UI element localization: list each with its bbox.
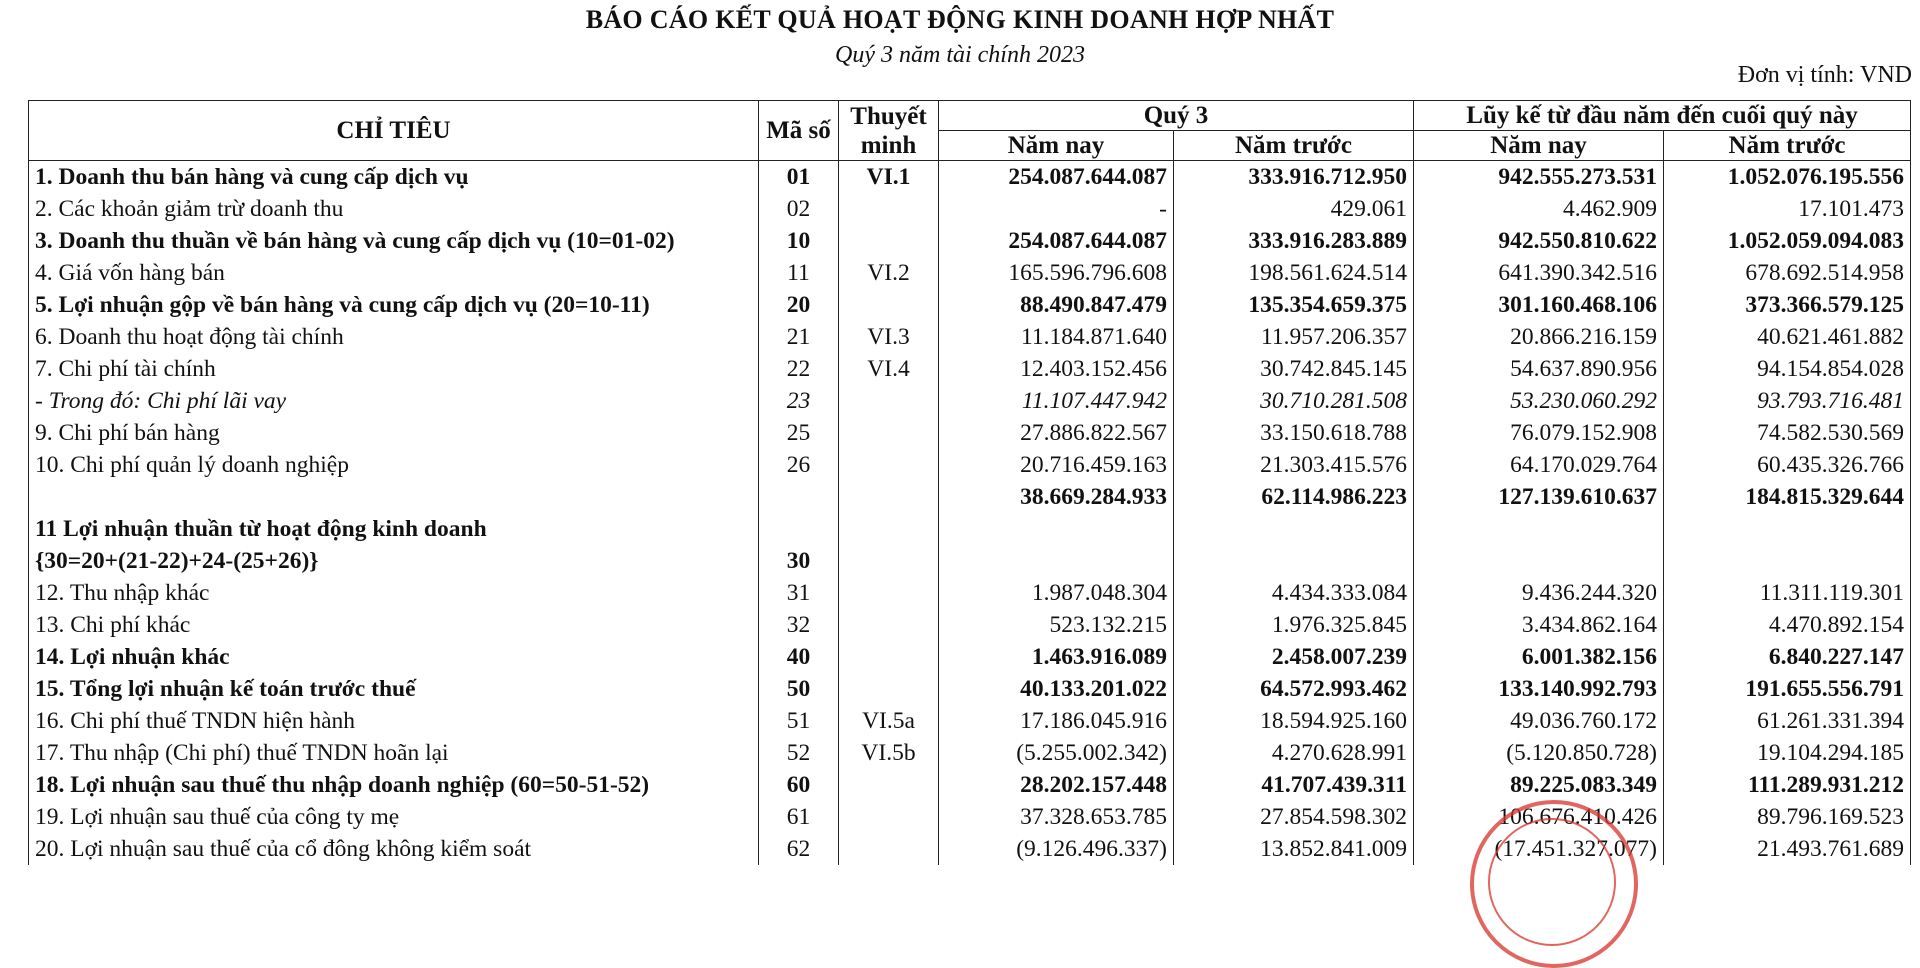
row-ytd-last-year: 111.289.931.212 [1664,769,1911,801]
row-quarter-this-year: 20.716.459.163 [939,449,1174,481]
row-code: 61 [759,801,839,833]
row-label: 12. Thu nhập khác [29,577,759,609]
row-code: 62 [759,833,839,865]
row-ytd-this-year: 133.140.992.793 [1414,673,1664,705]
row-note [839,769,939,801]
row-quarter-last-year: 2.458.007.239 [1174,641,1414,673]
row-note: VI.1 [839,161,939,194]
row-quarter-this-year: 523.132.215 [939,609,1174,641]
row-quarter-this-year: (5.255.002.342) [939,737,1174,769]
row-quarter-this-year: 37.328.653.785 [939,801,1174,833]
row-ytd-this-year: (5.120.850.728) [1414,737,1664,769]
row-ytd-last-year: 60.435.326.766 [1664,449,1911,481]
row-ytd-this-year: 49.036.760.172 [1414,705,1664,737]
table-row [29,417,1911,449]
row-quarter-this-year: 17.186.045.916 [939,705,1174,737]
row-label: 19. Lợi nhuận sau thuế của công ty mẹ [29,801,759,833]
table-row [29,385,1911,417]
row-quarter-this-year: 1.463.916.089 [939,641,1174,673]
report-title: BÁO CÁO KẾT QUẢ HOẠT ĐỘNG KINH DOANH HỢP NHẤT [585,5,1335,34]
header-quarter-this-year: Năm nay [939,131,1174,161]
row-quarter-last-year: 18.594.925.160 [1174,705,1414,737]
row-quarter-last-year: 41.707.439.311 [1174,769,1414,801]
row-label: 10. Chi phí quản lý doanh nghiệp [29,449,759,481]
row-quarter-last-year: 30.742.845.145 [1174,353,1414,385]
row-ytd-last-year: 11.311.119.301 [1664,577,1911,609]
row-ytd-last-year: 1.052.059.094.083 [1664,225,1911,257]
row-ytd-last-year: 61.261.331.394 [1664,705,1911,737]
row-code [759,481,839,513]
row-ytd-last-year: 6.840.227.147 [1664,641,1911,673]
row-quarter-this-year [939,513,1174,545]
row-ytd-last-year: 21.493.761.689 [1664,833,1911,865]
company-seal [1470,800,1638,968]
row-label: 11 Lợi nhuận thuần từ hoạt động kinh doanh [29,513,759,545]
row-ytd-last-year: 89.796.169.523 [1664,801,1911,833]
row-label: 18. Lợi nhuận sau thuế thu nhập doanh nghiệp (60=50-51-52) [29,769,759,801]
row-note [839,801,939,833]
row-note [839,193,939,225]
row-code: 31 [759,577,839,609]
row-note [839,417,939,449]
table-row [29,481,1911,513]
row-ytd-last-year: 74.582.530.569 [1664,417,1911,449]
table-row [29,289,1911,321]
row-note [839,577,939,609]
table-body [29,161,1911,866]
row-note: VI.2 [839,257,939,289]
row-note [839,673,939,705]
row-quarter-this-year: 11.107.447.942 [939,385,1174,417]
table-row [29,257,1911,289]
row-code [759,513,839,545]
row-quarter-last-year: 333.916.283.889 [1174,225,1414,257]
row-code: 01 [759,161,839,194]
row-ytd-this-year: 127.139.610.637 [1414,481,1664,513]
row-quarter-last-year [1174,513,1414,545]
header-ytd-this-year: Năm nay [1414,131,1664,161]
row-ytd-this-year: 301.160.468.106 [1414,289,1664,321]
row-label: 5. Lợi nhuận gộp về bán hàng và cung cấp dịch vụ (20=10-11) [29,289,759,321]
row-label: 2. Các khoản giảm trừ doanh thu [29,193,759,225]
row-code: 40 [759,641,839,673]
row-ytd-this-year: 54.637.890.956 [1414,353,1664,385]
row-ytd-this-year: 64.170.029.764 [1414,449,1664,481]
row-quarter-this-year: 165.596.796.608 [939,257,1174,289]
row-note: VI.5a [839,705,939,737]
row-code: 20 [759,289,839,321]
row-ytd-last-year: 678.692.514.958 [1664,257,1911,289]
row-ytd-last-year: 40.621.461.882 [1664,321,1911,353]
row-note [839,481,939,513]
row-quarter-this-year: 27.886.822.567 [939,417,1174,449]
row-note [839,833,939,865]
row-quarter-this-year: 254.087.644.087 [939,225,1174,257]
row-quarter-last-year: 429.061 [1174,193,1414,225]
row-label: 3. Doanh thu thuần về bán hàng và cung cấp dịch vụ (10=01-02) [29,225,759,257]
table-row [29,801,1911,833]
row-quarter-last-year: 33.150.618.788 [1174,417,1414,449]
row-quarter-this-year: - [939,193,1174,225]
row-quarter-this-year: 254.087.644.087 [939,161,1174,194]
row-ytd-last-year: 19.104.294.185 [1664,737,1911,769]
header-ytd-last-year: Năm trước [1664,131,1911,161]
row-quarter-last-year: 333.916.712.950 [1174,161,1414,194]
row-code: 32 [759,609,839,641]
row-quarter-last-year: 64.572.993.462 [1174,673,1414,705]
row-ytd-this-year: 20.866.216.159 [1414,321,1664,353]
row-quarter-this-year: 12.403.152.456 [939,353,1174,385]
row-code: 51 [759,705,839,737]
row-label [29,481,759,513]
header-quarter-group: Quý 3 [939,101,1414,131]
row-ytd-this-year: 106.676.410.426 [1414,801,1664,833]
row-note [839,289,939,321]
row-quarter-last-year: 13.852.841.009 [1174,833,1414,865]
row-label: 7. Chi phí tài chính [29,353,759,385]
row-quarter-this-year [939,545,1174,577]
row-code: 26 [759,449,839,481]
table-row [29,609,1911,641]
table-row [29,353,1911,385]
row-quarter-last-year: 198.561.624.514 [1174,257,1414,289]
table-row [29,321,1911,353]
row-label: 9. Chi phí bán hàng [29,417,759,449]
row-ytd-last-year: 191.655.556.791 [1664,673,1911,705]
row-note: VI.5b [839,737,939,769]
row-ytd-this-year: 6.001.382.156 [1414,641,1664,673]
row-quarter-last-year: 21.303.415.576 [1174,449,1414,481]
row-quarter-this-year: 38.669.284.933 [939,481,1174,513]
row-quarter-this-year: 1.987.048.304 [939,577,1174,609]
row-label: 17. Thu nhập (Chi phí) thuế TNDN hoãn lại [29,737,759,769]
table-row [29,161,1911,194]
row-note [839,641,939,673]
row-note [839,545,939,577]
row-quarter-last-year: 11.957.206.357 [1174,321,1414,353]
table-row [29,737,1911,769]
row-code: 25 [759,417,839,449]
table-row [29,769,1911,801]
row-label: 13. Chi phí khác [29,609,759,641]
row-label: - Trong đó: Chi phí lãi vay [29,385,759,417]
row-label: {30=20+(21-22)+24-(25+26)} [29,545,759,577]
row-quarter-last-year: 4.434.333.084 [1174,577,1414,609]
row-ytd-this-year [1414,513,1664,545]
row-quarter-this-year: 11.184.871.640 [939,321,1174,353]
table-row [29,705,1911,737]
header-ytd-group: Lũy kế từ đầu năm đến cuối quý này [1414,101,1911,131]
header-quarter-last-year: Năm trước [1174,131,1414,161]
row-quarter-last-year [1174,545,1414,577]
row-code: 23 [759,385,839,417]
row-ytd-this-year: 942.555.273.531 [1414,161,1664,194]
table-row [29,449,1911,481]
row-quarter-this-year: 40.133.201.022 [939,673,1174,705]
row-ytd-last-year [1664,513,1911,545]
table-row [29,577,1911,609]
row-note [839,513,939,545]
row-label: 15. Tổng lợi nhuận kế toán trước thuế [29,673,759,705]
table-row [29,673,1911,705]
row-code: 50 [759,673,839,705]
row-code: 30 [759,545,839,577]
row-label: 14. Lợi nhuận khác [29,641,759,673]
row-ytd-last-year [1664,545,1911,577]
row-ytd-last-year: 373.366.579.125 [1664,289,1911,321]
row-label: 20. Lợi nhuận sau thuế của cổ đông không kiểm soát [29,833,759,865]
row-code: 11 [759,257,839,289]
table-row [29,545,1911,577]
row-ytd-this-year: 53.230.060.292 [1414,385,1664,417]
row-ytd-this-year: (17.451.327.077) [1414,833,1664,865]
row-quarter-this-year: 28.202.157.448 [939,769,1174,801]
row-ytd-last-year: 1.052.076.195.556 [1664,161,1911,194]
table-row [29,513,1911,545]
row-ytd-last-year: 93.793.716.481 [1664,385,1911,417]
table-row [29,225,1911,257]
row-code: 21 [759,321,839,353]
row-ytd-this-year: 9.436.244.320 [1414,577,1664,609]
row-note [839,449,939,481]
row-code: 22 [759,353,839,385]
row-ytd-this-year: 641.390.342.516 [1414,257,1664,289]
header-note: Thuyết minh [839,101,939,161]
row-ytd-last-year: 17.101.473 [1664,193,1911,225]
row-ytd-last-year: 184.815.329.644 [1664,481,1911,513]
row-code: 52 [759,737,839,769]
row-code: 10 [759,225,839,257]
row-note [839,385,939,417]
row-ytd-this-year [1414,545,1664,577]
row-note: VI.3 [839,321,939,353]
header-code: Mã số [759,101,839,161]
row-quarter-this-year: 88.490.847.479 [939,289,1174,321]
header-indicator: CHỈ TIÊU [29,101,759,161]
row-note: VI.4 [839,353,939,385]
row-label: 1. Doanh thu bán hàng và cung cấp dịch vụ [29,161,759,194]
row-quarter-last-year: 135.354.659.375 [1174,289,1414,321]
row-ytd-this-year: 942.550.810.622 [1414,225,1664,257]
table-row [29,193,1911,225]
row-ytd-last-year: 94.154.854.028 [1664,353,1911,385]
row-ytd-this-year: 89.225.083.349 [1414,769,1664,801]
row-quarter-last-year: 62.114.986.223 [1174,481,1414,513]
row-ytd-this-year: 3.434.862.164 [1414,609,1664,641]
table-row [29,641,1911,673]
income-statement-table [28,100,1911,865]
row-ytd-this-year: 76.079.152.908 [1414,417,1664,449]
row-label: 16. Chi phí thuế TNDN hiện hành [29,705,759,737]
row-quarter-this-year: (9.126.496.337) [939,833,1174,865]
row-label: 6. Doanh thu hoạt động tài chính [29,321,759,353]
row-quarter-last-year: 27.854.598.302 [1174,801,1414,833]
row-ytd-this-year: 4.462.909 [1414,193,1664,225]
currency-unit: Đơn vị tính: VND [1737,62,1912,88]
row-code: 02 [759,193,839,225]
row-quarter-last-year: 4.270.628.991 [1174,737,1414,769]
row-note [839,225,939,257]
row-quarter-last-year: 30.710.281.508 [1174,385,1414,417]
row-ytd-last-year: 4.470.892.154 [1664,609,1911,641]
row-note [839,609,939,641]
row-code: 60 [759,769,839,801]
report-subtitle: Quý 3 năm tài chính 2023 [835,42,1085,68]
row-quarter-last-year: 1.976.325.845 [1174,609,1414,641]
row-label: 4. Giá vốn hàng bán [29,257,759,289]
